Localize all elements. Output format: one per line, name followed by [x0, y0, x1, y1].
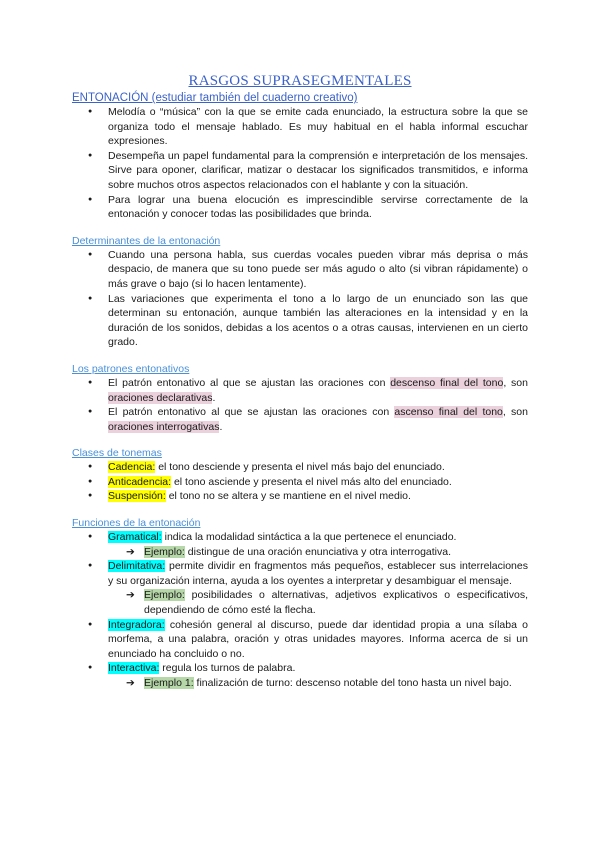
list-item	[72, 489, 528, 504]
definition-text: el tono asciende y presenta el nivel más alto del enunciado.	[171, 475, 452, 488]
list-item	[72, 475, 528, 490]
text-segment: , son	[503, 376, 528, 389]
sub-list-item	[72, 545, 528, 560]
section-heading-clases: Clases de tonemas	[72, 447, 162, 460]
section-heading-determinantes: Determinantes de la entonación	[72, 234, 221, 247]
list-item	[72, 618, 528, 662]
section-heading-funciones: Funciones de la entonación	[72, 517, 201, 530]
list-item: ● Melodía o “música” con la que se emite cada enunciado, la estructura sobre la que se organiza todo el mensaje hablado. Es muy habitual en el habla informal escuchar expresiones.	[72, 105, 528, 149]
highlight-pink: oraciones interrogativas	[108, 420, 220, 433]
list-item	[72, 530, 528, 545]
list-item	[72, 405, 528, 434]
highlight-pink: oraciones declarativas	[108, 391, 213, 404]
definition-text: permite dividir en fragmentos más pequeños, establecer sus interrelaciones y su organización interna, ayuda a los oyentes a interpretar y desambiguar el mensaje.	[108, 560, 528, 587]
section-heading-entonacion: ENTONACIÓN (estudiar también del cuaderno creativo)	[72, 92, 358, 104]
definition-text: indica la modalidad sintáctica a la que pertenece el enunciado.	[161, 531, 457, 544]
term-highlight: Interactiva:	[108, 662, 160, 675]
definition-text: el tono desciende y presenta el nivel más bajo del enunciado.	[155, 461, 445, 474]
example-highlight: Ejemplo:	[144, 589, 185, 602]
bullet-list-patrones	[72, 376, 528, 434]
text-segment: .	[212, 391, 216, 404]
section-heading-patrones: Los patrones entonativos	[72, 362, 190, 375]
list-item: ● Para lograr una buena elocución es imprescindible servirse correctamente de la entonación y conocer todas las posibilidades que brinda.	[72, 193, 528, 222]
example-text: distingue de una oración enunciativa y otra interrogativa.	[184, 545, 452, 558]
example-highlight: Ejemplo 1:	[144, 677, 194, 689]
list-item: ● Las variaciones que experimenta el tono a lo largo de un enunciado son las que determinan su entonación, aunque también las alteraciones en la intensidad y en la duración de los sonidos, debidas a los acentos o a otras causas, intervienen en un cierto grado.	[72, 292, 528, 350]
sub-list-item	[72, 588, 528, 617]
list-item	[72, 376, 528, 405]
list-item: ● Desempeña un papel fundamental para la comprensión e interpretación de los mensajes. Sirve para oponer, clarificar, matizar o destacar los significados transmitidos, e informa sobre muchos otros aspectos relacionados con el hablante y con la situación.	[72, 149, 528, 193]
example-text: finalización de turno: descenso notable del tono hasta un nivel bajo.	[193, 677, 512, 689]
definition-text: regula los turnos de palabra.	[159, 662, 296, 675]
term-highlight: Delimitativa:	[108, 560, 166, 573]
arrow-icon: ➔	[126, 545, 135, 558]
example-highlight: Ejemplo:	[144, 545, 185, 558]
term-highlight: Integradora:	[108, 618, 165, 631]
definition-text: cohesión general al discurso, puede dar identidad propia a una sílaba o morfema, a una palabra, oración y otras unidades mayores. Informa acerca de si un enunciado ha concluido o no.	[108, 618, 528, 660]
bullet-list-entonacion	[72, 105, 528, 222]
list-item: ● Cuando una persona habla, sus cuerdas vocales pueden vibrar más deprisa o más despacio, de manera que su tono puede ser más agudo o alto (si vibran rápidamente) o más grave o bajo (si lo hacen lentamente).	[72, 248, 528, 292]
arrow-icon: ➔	[126, 589, 135, 602]
bullet-list-determinantes	[72, 248, 528, 350]
text-segment: , son	[502, 406, 528, 419]
definition-text: el tono no se altera y se mantiene en el nivel medio.	[165, 490, 411, 503]
bullet-list-funciones	[72, 530, 528, 691]
term-highlight: Cadencia:	[108, 461, 156, 474]
list-item	[72, 559, 528, 588]
highlight-pink: descenso final del tono	[390, 376, 504, 389]
list-item	[72, 661, 528, 676]
term-highlight: Anticadencia:	[108, 475, 172, 488]
text-segment: El patrón entonativo al que se ajustan las oraciones con	[108, 376, 391, 389]
term-highlight: Gramatical:	[108, 531, 162, 544]
sub-list-item	[72, 676, 528, 691]
term-highlight: Suspensión:	[108, 490, 166, 503]
highlight-pink: ascenso final del tono	[394, 406, 503, 419]
document-page	[72, 72, 528, 691]
text-segment: El patrón entonativo al que se ajustan las oraciones con	[108, 406, 395, 419]
arrow-icon: ➔	[126, 677, 135, 689]
example-text: posibilidades o alternativas, adjetivos explicativos o especificativos, dependiendo de cómo esté la flecha.	[144, 589, 528, 617]
bullet-list-clases	[72, 460, 528, 504]
document-title: RASGOS SUPRASEGMENTALES	[188, 73, 412, 89]
text-segment: .	[219, 420, 223, 433]
list-item	[72, 460, 528, 475]
